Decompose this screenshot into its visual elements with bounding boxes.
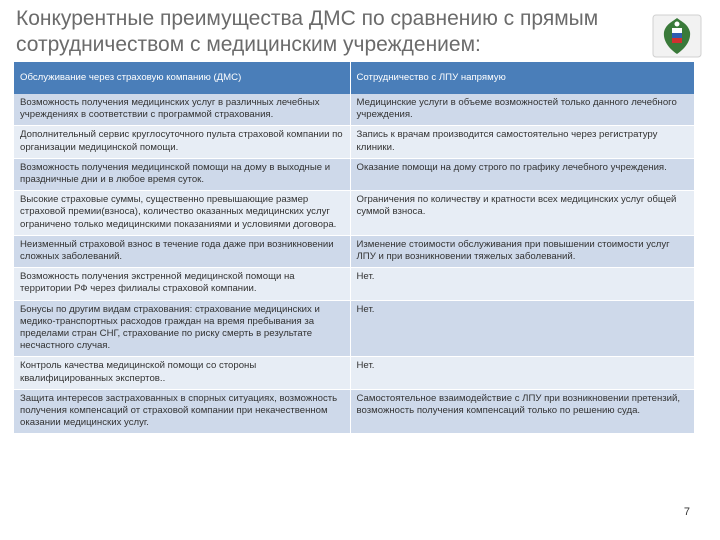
cell-direct: Запись к врачам производится самостоятельно через регистратуру клиники. — [350, 126, 694, 158]
table-row — [14, 357, 694, 389]
cell-dms: Дополнительный сервис круглосуточного пульта страховой компании по организации медицинской помощи. — [14, 126, 350, 158]
cell-direct: Изменение стоимости обслуживания при повышении стоимости услуг ЛПУ и при возникновении тяжелых заболеваний. — [350, 235, 694, 267]
cell-dms: Защита интересов застрахованных в спорных ситуациях, возможность получения компенсаций от страховой компании при некачественном оказании медицинских услуг. — [14, 389, 350, 434]
cell-dms: Высокие страховые суммы, существенно превышающие размер страховой премии(взноса), количество оказанных медицинских услуг ограничено только медицинскими показаниями и условиями договора. — [14, 191, 350, 236]
table-row — [14, 235, 694, 267]
table-row — [14, 191, 694, 236]
cell-direct: Нет. — [350, 357, 694, 389]
cell-direct: Ограничения по количеству и кратности всех медицинских услуг общей суммой взноса. — [350, 191, 694, 236]
header-direct: Сотрудничество с ЛПУ напрямую — [350, 62, 694, 94]
cell-dms: Возможность получения экстренной медицинской помощи на территории РФ через филиалы страховой компании. — [14, 268, 350, 300]
table-row — [14, 126, 694, 158]
cell-dms: Возможность получения медицинских услуг в различных лечебных учреждениях в соответствии с программой страхования. — [14, 94, 350, 126]
table-row — [14, 94, 694, 126]
cell-direct: Самостоятельное взаимодействие с ЛПУ при возникновении претензий, возможность получения компенсаций только по решению суда. — [350, 389, 694, 434]
table-row — [14, 268, 694, 300]
table-header-row — [14, 62, 694, 94]
page-number: 7 — [683, 506, 690, 518]
cell-direct: Нет. — [350, 268, 694, 300]
cell-dms: Бонусы по другим видам страхования: страхование медицинских и медико-транспортных расходов граждан на время пребывания за пределами стран СНГ, страхование по риску смерть в результате несчастного случая. — [14, 300, 350, 357]
union-emblem-icon — [652, 14, 702, 58]
comparison-table-container — [14, 62, 694, 434]
comparison-table — [14, 62, 695, 434]
cell-direct: Медицинские услуги в объеме возможностей только данного лечебного учреждения. — [350, 94, 694, 126]
cell-direct: Нет. — [350, 300, 694, 357]
table-row — [14, 300, 694, 357]
table-row — [14, 158, 694, 190]
header-dms: Обслуживание через страховую компанию (ДМС) — [14, 62, 350, 94]
cell-direct: Оказание помощи на дому строго по графику лечебного учреждения. — [350, 158, 694, 190]
cell-dms: Неизменный страховой взнос в течение года даже при возникновении сложных заболеваний. — [14, 235, 350, 267]
cell-dms: Возможность получения медицинской помощи на дому в выходные и праздничные дни и в любое время суток. — [14, 158, 350, 190]
table-row — [14, 389, 694, 434]
slide-title: Конкурентные преимущества ДМС по сравнению с прямым сотрудничеством с медицинским учреждением: — [16, 7, 599, 56]
cell-dms: Контроль качества медицинской помощи со стороны квалифицированных экспертов.. — [14, 357, 350, 389]
